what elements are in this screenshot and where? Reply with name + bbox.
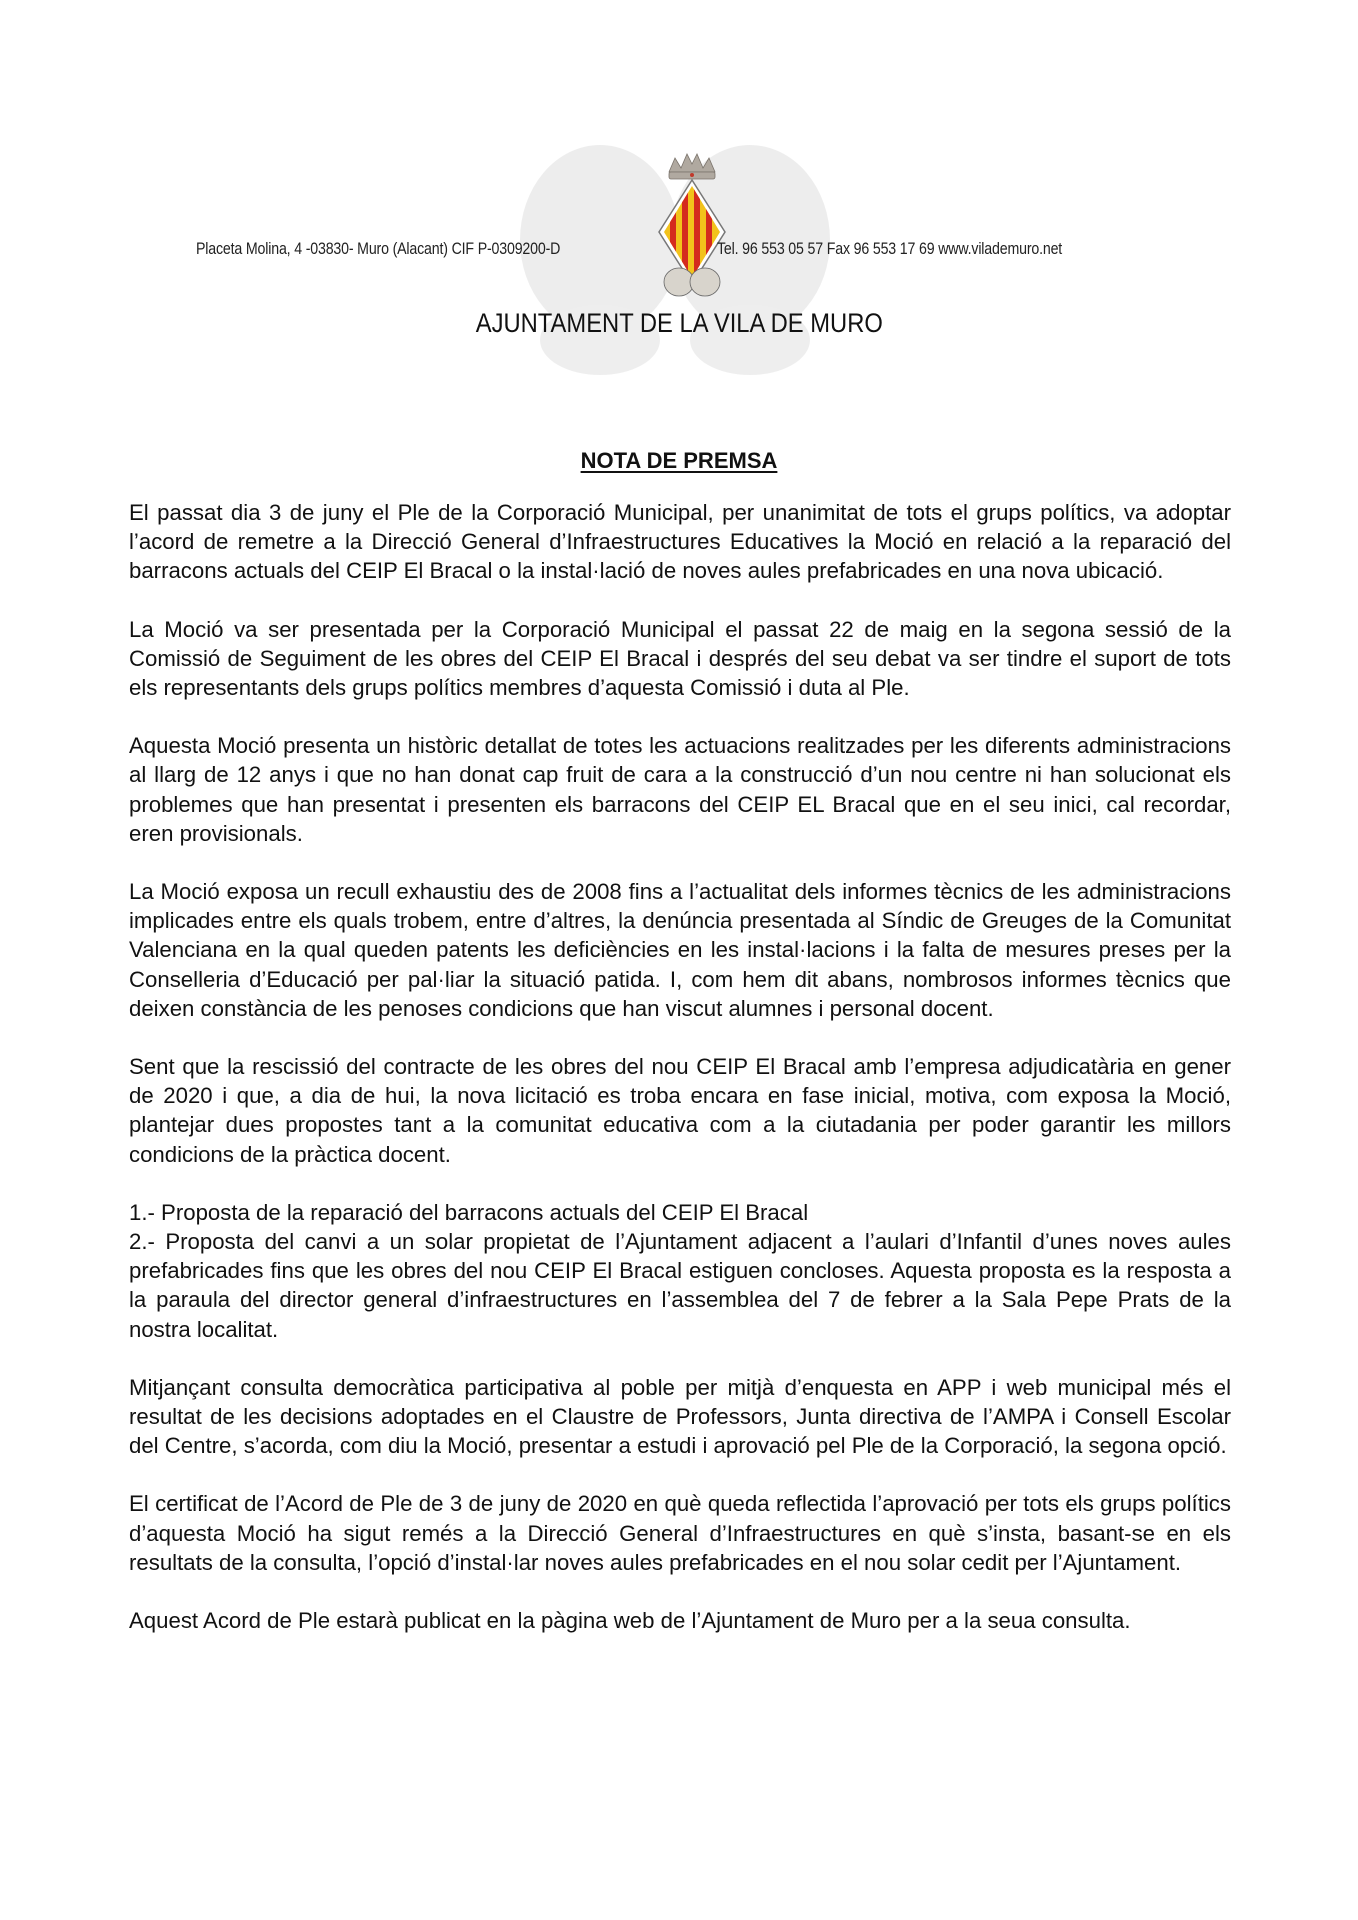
organization-name-text: AJUNTAMENT DE LA VILA DE MURO xyxy=(475,308,883,338)
paragraph: El passat dia 3 de juny el Ple de la Corporació Municipal, per unanimitat de tots el grups polítics, va adoptar l’acord de remetre a la Direcció General d’Infraestructures Educatives la Moció en relació a la reparació del barracons actuals del CEIP El Bracal o la instal·lació de noves aules prefabricades en una nova ubicació. xyxy=(129,500,1231,584)
paragraph: Aquesta Moció presenta un històric detallat de totes les actuacions realitzades per les diferents administracions al llarg de 12 anys i que no han donat cap fruit de cara a la construcció d’un nou centre ni han solucionat els problemes que han presentat i presenten els barracons del CEIP EL Bracal que en el seu inici, cal recordar, eren provisionals. xyxy=(129,733,1231,846)
phone-fax-web: Tel. 96 553 05 57 Fax 96 553 17 69 www.vilademuro.net xyxy=(717,240,1063,258)
paragraph: Mitjançant consulta democràtica participativa al poble per mitjà d’enquesta en APP i web municipal més el resultat de les decisions adoptades en el Claustre de Professors, Junta directiva de l’AMPA i Consell Escolar del Centre, s’acorda, com diu la Moció, presentar a estudi i aprovació pel Ple de la Corporació, la segona opció. xyxy=(129,1374,1231,1459)
document-title: NOTA DE PREMSA xyxy=(580,448,778,473)
paragraph: La Moció va ser presentada per la Corporació Municipal el passat 22 de maig en la segona sessió de la Comissió de Seguiment de les obres del CEIP El Bracal i després del seu debat va ser tindre el suport de tots els representants dels grups polítics membres d’aquesta Comissió i duta al Ple. xyxy=(129,616,1231,701)
paragraph: Sent que la rescissió del contracte de les obres del nou CEIP El Bracal amb l’empresa adjudicatària en gener de 2020 i que, a dia de hui, la nova licitació es troba encara en fase inicial, motiva, com exposa la Moció, plantejar dues propostes tant a la comunitat educativa com a la ciutadania per poder garantir les millors condicions de la pràctica docent. xyxy=(129,1054,1231,1167)
address-contact: Placeta Molina, 4 -03830- Muro (Alacant) CIF P-0309200-D xyxy=(196,240,561,258)
paragraph: El certificat de l’Acord de Ple de 3 de juny de 2020 en què queda reflectida l’aprovació per tots els grups polítics d’aquesta Moció ha sigut remés a la Direcció General d’Infraestructures en què s’insta, basant-se en els resultats de la consulta, l’opció d’instal·lar noves aules prefabricades en el nou solar cedit per l’Ajuntament. xyxy=(129,1491,1231,1575)
coat-of-arms-icon xyxy=(653,150,731,300)
proposal-item: 2.- Proposta del canvi a un solar propietat de l’Ajuntament adjacent a l’aulari d’Infantil d’unes noves aules prefabricades fins que les obres del nou CEIP El Bracal estiguen concloses. Aquesta proposta es la resposta a la paraula del director general d’infraestructures en l’assemblea del 7 de febrer a la Sala Pepe Prats de la nostra localitat. xyxy=(129,1229,1231,1342)
proposal-item: 1.- Proposta de la reparació del barracons actuals del CEIP El Bracal xyxy=(129,1199,809,1225)
letterhead xyxy=(0,0,1358,400)
organization-name xyxy=(0,308,1358,339)
paragraph: Aquest Acord de Ple estarà publicat en la pàgina web de l’Ajuntament de Muro per a la seua consulta. xyxy=(129,1608,1131,1634)
document-body xyxy=(129,498,1231,1664)
paragraph: La Moció exposa un recull exhaustiu des de 2008 fins a l’actualitat dels informes tècnics de les administracions implicades entre els quals trobem, entre d’altres, la denúncia presentada al Síndic de Greuges de la Comunitat Valenciana en la qual queden patents les deficiències en les instal·lacions i la falta de mesures preses per la Conselleria d’Educació per pal·liar la situació patida. I, com hem dit abans, nombrosos informes tècnics que deixen constància de les penoses condicions que han viscut alumnes i personal docent. xyxy=(129,879,1231,1021)
